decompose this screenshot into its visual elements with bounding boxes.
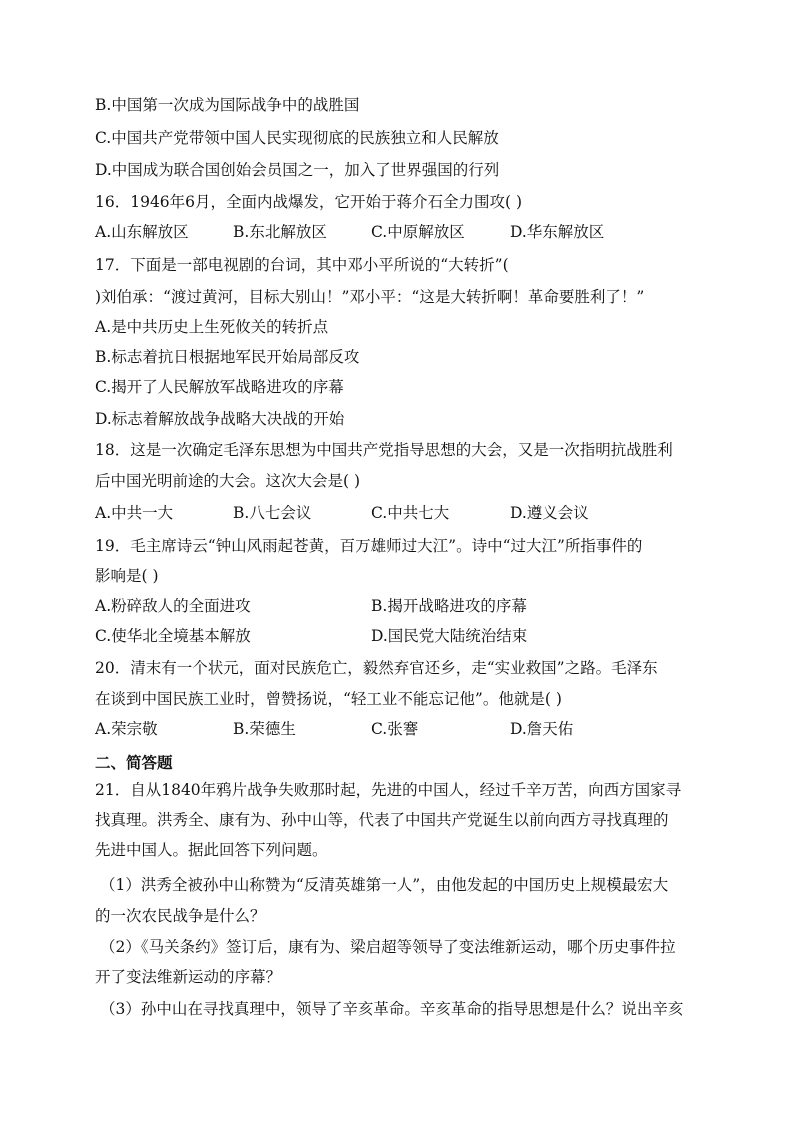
- q17-stem-line2: )刘伯承：“渡过黄河，目标大别山！”邓小平：“这是大转折啊！革命要胜利了！”: [95, 288, 645, 306]
- q20-option-b: B.荣德生: [233, 720, 296, 738]
- q17-option-a: A.是中共历史上生死攸关的转折点: [95, 318, 329, 336]
- q19-option-d: D.国民党大陆统治结束: [371, 627, 528, 645]
- q19-option-b: B.揭开战略进攻的序幕: [371, 597, 527, 615]
- q18-stem-line1: 18．这是一次确定毛泽东思想为中国共产党指导思想的大会，又是一次指明抗战胜利: [95, 441, 673, 459]
- q21-stem-line2: 找真理。洪秀全、康有为、孙中山等，代表了中国共产党诞生以前向西方寻找真理的: [95, 811, 669, 829]
- q18-option-d: D.遵义会议: [510, 504, 589, 522]
- q18-option-c: C.中共七大: [371, 504, 450, 522]
- q17-option-b: B.标志着抗日根据地军民开始局部反攻: [95, 348, 360, 366]
- section-heading-short-answer: 二、简答题: [95, 753, 173, 772]
- q20-option-c: C.张謇: [371, 720, 419, 738]
- q20-option-a: A.荣宗敬: [95, 720, 158, 738]
- q18-stem-line2: 后中国光明前途的大会。这次大会是( ): [95, 472, 361, 490]
- q21-sub2-line2: 开了变法维新运动的序幕？: [95, 968, 282, 986]
- q21-stem-line1: 21．自从1840年鸦片战争失败那时起，先进的中国人，经过千辛万苦，向西方国家寻: [95, 781, 682, 799]
- q21-stem-line3: 先进中国人。据此回答下列问题。: [95, 841, 328, 859]
- q17-stem-line1: 17．下面是一部电视剧的台词，其中邓小平所说的“大转折”(: [95, 256, 509, 274]
- q16-stem: 16．1946年6月，全面内战爆发，它开始于蒋介石全力围攻( ): [95, 193, 523, 211]
- q15-option-c: C.中国共产党带领中国人民实现彻底的民族独立和人民解放: [95, 129, 499, 147]
- q21-sub3-line1: （3）孙中山在寻找真理中，领导了辛亥革命。辛亥革命的指导思想是什么？说出辛亥: [100, 1000, 684, 1018]
- q19-option-a: A.粉碎敌人的全面进攻: [95, 597, 251, 615]
- q20-stem-line2: 在谈到中国民族工业时，曾赞扬说，“轻工业不能忘记他”。他就是( ): [95, 690, 562, 708]
- q19-option-c: C.使华北全境基本解放: [95, 627, 251, 645]
- q21-sub2-line1: （2）《马关条约》签订后，康有为、梁启超等领导了变法维新运动，哪个历史事件拉: [100, 938, 676, 956]
- q17-option-d: D.标志着解放战争战略大决战的开始: [95, 410, 345, 428]
- q16-option-a: A.山东解放区: [95, 223, 189, 241]
- q15-option-d: D.中国成为联合国创始会员国之一，加入了世界强国的行列: [95, 161, 500, 179]
- q18-option-b: B.八七会议: [233, 504, 312, 522]
- q21-sub1-line2: 的一次农民战争是什么？: [95, 907, 266, 925]
- q15-option-b: B.中国第一次成为国际战争中的战胜国: [95, 96, 360, 114]
- q20-option-d: D.詹天佑: [510, 720, 574, 738]
- q19-stem-line1: 19．毛主席诗云“钟山风雨起苍黄，百万雄师过大江”。诗中“过大江”所指事件的: [95, 537, 643, 555]
- q16-option-c: C.中原解放区: [371, 223, 465, 241]
- q18-option-a: A.中共一大: [95, 504, 174, 522]
- q21-sub1-line1: （1）洪秀全被孙中山称赞为“反清英雄第一人”，由他发起的中国历史上规模最宏大: [100, 876, 669, 894]
- q16-option-b: B.东北解放区: [233, 223, 327, 241]
- q19-stem-line2: 影响是( ): [95, 567, 159, 585]
- q20-stem-line1: 20．清末有一个状元，面对民族危亡，毅然弃官还乡，走“实业救国”之路。毛泽东: [95, 659, 658, 677]
- q16-option-d: D.华东解放区: [510, 223, 605, 241]
- q17-option-c: C.揭开了人民解放军战略进攻的序幕: [95, 378, 344, 396]
